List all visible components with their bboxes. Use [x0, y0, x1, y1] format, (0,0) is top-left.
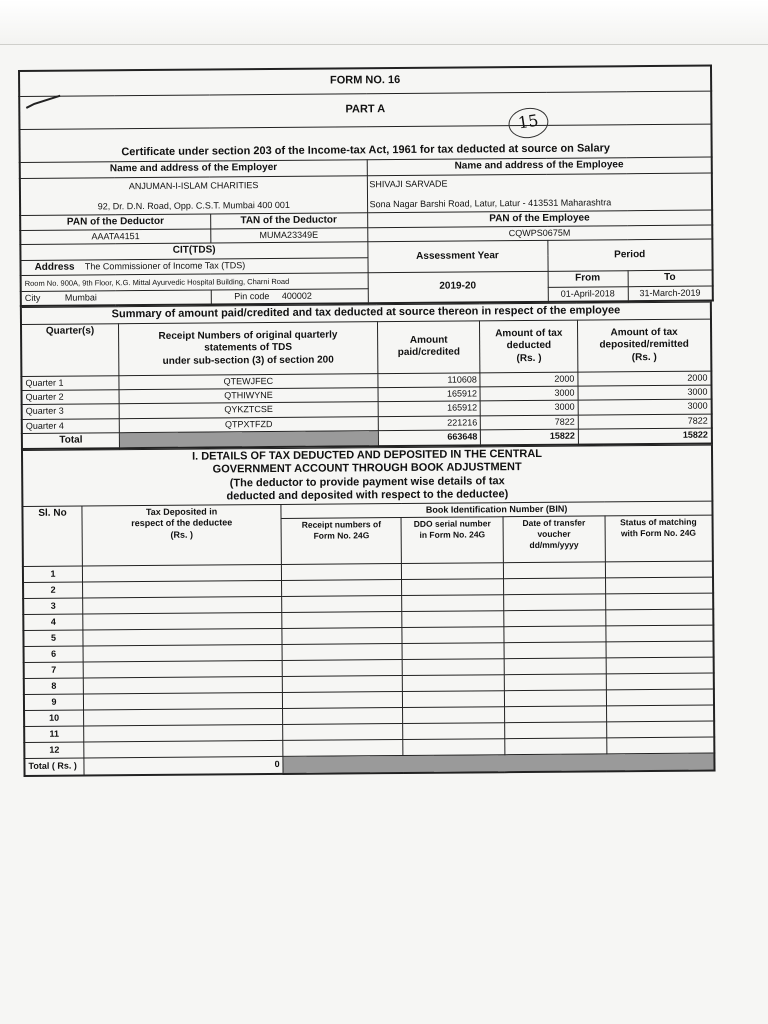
details-col-status-l2: with Form No. 24G	[620, 527, 697, 539]
details-col-date-l2: voucher	[537, 528, 571, 539]
quarter-cell: Quarter 1	[21, 375, 119, 390]
tax-cell: 3000	[481, 400, 579, 415]
tax-cell: 7822	[481, 415, 579, 430]
empty-cell	[402, 627, 504, 644]
empty-cell	[504, 626, 606, 643]
summary-col-amount-l2: paid/credited	[397, 346, 461, 359]
employee-heading: Name and address of the Employee	[367, 157, 712, 175]
details-heading-l2: GOVERNMENT ACCOUNT THROUGH BOOK ADJUSTMENT	[212, 461, 522, 476]
quarter-cell: Quarter 2	[22, 390, 120, 405]
details-total-label: Total ( Rs. )	[24, 758, 84, 775]
empty-cell	[282, 660, 402, 677]
empty-cell	[605, 609, 713, 626]
employer-address: 92, Dr. D.N. Road, Opp. C.S.T. Mumbai 400 001	[97, 199, 290, 211]
empty-cell	[503, 578, 605, 595]
empty-cell	[83, 613, 282, 631]
period-to-label: To	[628, 270, 713, 286]
slno-cell: 2	[23, 582, 83, 598]
empty-cell	[505, 738, 607, 755]
cit-address-label: Address	[34, 261, 75, 273]
summary-col-deposited	[577, 319, 711, 372]
pan-deductor-value: AAATA4151	[20, 229, 210, 245]
tick-mark-icon	[24, 90, 64, 114]
cit-city-label: City	[24, 292, 41, 303]
handwritten-page-number: 15	[506, 105, 550, 141]
empty-cell	[402, 611, 504, 628]
summary-col-tax-l3: (Rs. )	[516, 352, 542, 364]
period-from-label: From	[548, 271, 628, 287]
empty-cell	[605, 593, 713, 610]
empty-cell	[403, 707, 505, 724]
details-col-date-l3: dd/mm/yyyy	[529, 539, 579, 550]
tax-cell: 2000	[480, 372, 578, 387]
empty-cell	[606, 641, 714, 658]
tax-cell: 3000	[480, 386, 578, 401]
slno-cell: 5	[23, 630, 83, 646]
cit-address-line2: Room No. 900A, 9th Floor, K.G. Mittal Ayurvedic Hospital Building, Charni Road	[21, 273, 368, 291]
empty-cell	[283, 740, 403, 757]
cit-city-value: Mumbai	[64, 292, 97, 303]
slno-cell: 7	[24, 662, 84, 678]
summary-col-tax-l2: deducted	[506, 339, 552, 352]
bin-heading: Book Identification Number (BIN)	[281, 501, 712, 519]
empty-cell	[402, 643, 504, 660]
empty-cell	[403, 691, 505, 708]
empty-cell	[606, 721, 714, 738]
slno-cell: 9	[24, 694, 84, 710]
deposited-cell: 7822	[578, 414, 712, 429]
period-to-value: 31-March-2019	[628, 286, 713, 301]
details-col-ddo	[401, 517, 503, 564]
details-col-tax	[82, 504, 282, 566]
empty-cell	[282, 612, 402, 629]
amount-cell: 221216	[378, 415, 481, 430]
amount-cell: 165912	[378, 387, 481, 402]
details-col-date	[503, 516, 605, 563]
summary-col-quarter: Quarter(s)	[21, 323, 119, 376]
empty-cell	[606, 737, 714, 754]
slno-cell: 12	[24, 742, 84, 758]
empty-cell	[282, 580, 402, 597]
empty-cell	[282, 644, 402, 661]
pan-employee-label: PAN of the Employee	[367, 210, 712, 228]
tan-deductor-label: TAN of the Deductor	[210, 212, 367, 229]
empty-cell	[402, 659, 504, 676]
employee-name: SHIVAJI SARVADE	[369, 178, 448, 190]
details-col-receipt-l2: Form No. 24G	[313, 530, 370, 541]
empty-cell	[403, 675, 505, 692]
cit-address-line1: The Commissioner of Income Tax (TDS)	[84, 259, 246, 272]
details-col-status-l1: Status of matching	[620, 516, 697, 528]
details-col-tax-l1: Tax Deposited in	[145, 506, 218, 518]
details-heading-l1: I. DETAILS OF TAX DEDUCTED AND DEPOSITED IN THE CENTRAL	[191, 448, 543, 463]
empty-cell	[282, 676, 402, 693]
certificate-title: Certificate under section 203 of the Income-tax Act, 1961 for tax deducted at source on Salary	[19, 124, 711, 162]
cit-pincode-value: 400002	[281, 290, 312, 301]
receipt-cell: QTEWJFEC	[119, 373, 378, 389]
summary-col-receipt	[119, 321, 378, 375]
scan-top-edge	[0, 0, 768, 45]
empty-cell	[402, 563, 504, 580]
slno-cell: 6	[24, 646, 84, 662]
empty-cell	[84, 709, 283, 727]
summary-col-amount-l1: Amount	[409, 334, 448, 346]
empty-cell	[402, 579, 504, 596]
cit-pincode	[211, 289, 368, 305]
assessment-year-value: 2019-20	[368, 272, 548, 304]
summary-total-shaded	[119, 430, 378, 448]
details-heading-l4: deducted and deposited with respect to the deductee)	[226, 487, 509, 503]
empty-cell	[83, 661, 282, 679]
amount-cell: 165912	[378, 401, 481, 416]
deposited-cell: 3000	[578, 385, 712, 400]
employee-address: Sona Nagar Barshi Road, Latur, Latur - 413531 Maharashtra	[369, 196, 612, 209]
empty-cell	[606, 625, 714, 642]
details-col-receipt	[281, 518, 401, 565]
form-number: FORM NO. 16	[19, 66, 711, 97]
quarter-cell: Quarter 3	[22, 404, 120, 419]
details-heading-l3: (The deductor to provide payment wise details of tax	[229, 474, 505, 489]
empty-cell	[403, 723, 505, 740]
slno-cell: 8	[24, 678, 84, 694]
details-col-date-l1: Date of transfer	[522, 517, 586, 529]
summary-col-receipt-l2: statements of TDS	[204, 341, 293, 354]
empty-cell	[605, 561, 713, 578]
quarter-cell: Quarter 4	[22, 418, 120, 433]
employer-heading: Name and address of the Employer	[20, 160, 367, 178]
summary-col-dep-l1: Amount of tax	[610, 326, 678, 338]
summary-table	[20, 302, 713, 451]
empty-cell	[282, 628, 402, 645]
deposited-cell: 2000	[578, 371, 712, 386]
details-col-ddo-l2: in Form No. 24G	[419, 529, 486, 540]
empty-cell	[83, 629, 282, 647]
cit-pincode-label: Pin code	[234, 290, 270, 302]
empty-cell	[84, 725, 283, 743]
empty-cell	[82, 565, 281, 583]
details-heading	[22, 445, 712, 506]
summary-col-dep-l3: (Rs. )	[631, 351, 657, 363]
form-16-page	[18, 65, 716, 777]
employer-details	[20, 175, 367, 215]
empty-cell	[503, 562, 605, 579]
details-col-receipt-l1: Receipt numbers of	[301, 519, 382, 531]
slno-cell: 1	[23, 566, 83, 582]
cit-city	[21, 290, 211, 306]
empty-cell	[606, 689, 714, 706]
empty-cell	[606, 705, 714, 722]
empty-cell	[84, 741, 283, 759]
empty-cell	[403, 739, 505, 756]
period-label: Period	[547, 239, 712, 271]
details-col-slno: Sl. No	[22, 506, 82, 567]
part-title: PART A	[19, 91, 711, 129]
summary-col-receipt-l1: Receipt Numbers of original quarterly	[158, 328, 338, 342]
receipt-cell: QTPXTFZD	[119, 416, 378, 432]
empty-cell	[504, 610, 606, 627]
summary-col-dep-l2: deposited/remitted	[599, 338, 689, 351]
summary-total-amount: 663648	[378, 430, 481, 447]
assessment-year-label: Assessment Year	[367, 241, 547, 273]
summary-col-amount	[377, 321, 480, 374]
cit-heading: CIT(TDS)	[20, 242, 367, 260]
details-total-value: 0	[84, 757, 283, 776]
empty-cell	[402, 595, 504, 612]
empty-cell	[504, 594, 606, 611]
empty-cell	[504, 690, 606, 707]
empty-cell	[83, 693, 282, 711]
details-col-status	[605, 515, 713, 562]
pan-deductor-label: PAN of the Deductor	[20, 213, 210, 230]
summary-heading: Summary of amount paid/credited and tax deducted at source thereon in respect of the employee	[21, 302, 711, 324]
receipt-cell: QYKZTCSE	[119, 402, 378, 418]
empty-cell	[83, 581, 282, 599]
summary-total-deposited: 15822	[578, 428, 712, 445]
summary-col-tax	[480, 320, 578, 373]
empty-cell	[83, 597, 282, 615]
book-adjustment-table	[21, 445, 716, 777]
empty-cell	[606, 657, 714, 674]
empty-cell	[505, 706, 607, 723]
form-header-table	[18, 65, 714, 307]
empty-cell	[505, 722, 607, 739]
receipt-cell: QTHIWYNE	[119, 388, 378, 404]
empty-cell	[283, 724, 403, 741]
amount-cell: 110608	[378, 373, 481, 388]
empty-cell	[282, 564, 402, 581]
empty-cell	[282, 596, 402, 613]
employee-details	[367, 173, 712, 213]
summary-total-label: Total	[22, 432, 120, 449]
empty-cell	[83, 677, 282, 695]
empty-cell	[606, 673, 714, 690]
summary-col-tax-l1: Amount of tax	[495, 327, 563, 339]
slno-cell: 3	[23, 598, 83, 614]
empty-cell	[504, 642, 606, 659]
period-from-value: 01-April-2018	[548, 286, 628, 301]
slno-cell: 10	[24, 710, 84, 726]
details-col-tax-l3: (Rs. )	[170, 529, 194, 540]
empty-cell	[504, 658, 606, 675]
tan-deductor-value: MUMA23349E	[210, 228, 367, 243]
summary-total-tax: 15822	[481, 429, 579, 446]
pan-employee-value: CQWPS0675M	[367, 225, 712, 242]
slno-cell: 11	[24, 726, 84, 742]
empty-cell	[605, 577, 713, 594]
slno-cell: 4	[23, 614, 83, 630]
deposited-cell: 3000	[578, 399, 712, 414]
summary-col-receipt-l3: under sub-section (3) of section 200	[162, 354, 334, 367]
details-col-tax-l2: respect of the deductee	[131, 517, 233, 529]
empty-cell	[504, 674, 606, 691]
employer-name: ANJUMAN-I-ISLAM CHARITIES	[128, 180, 259, 192]
empty-cell	[283, 692, 403, 709]
details-total-shaded	[283, 753, 714, 773]
details-col-ddo-l1: DDO serial number	[413, 518, 491, 530]
empty-cell	[283, 708, 403, 725]
empty-cell	[83, 645, 282, 663]
